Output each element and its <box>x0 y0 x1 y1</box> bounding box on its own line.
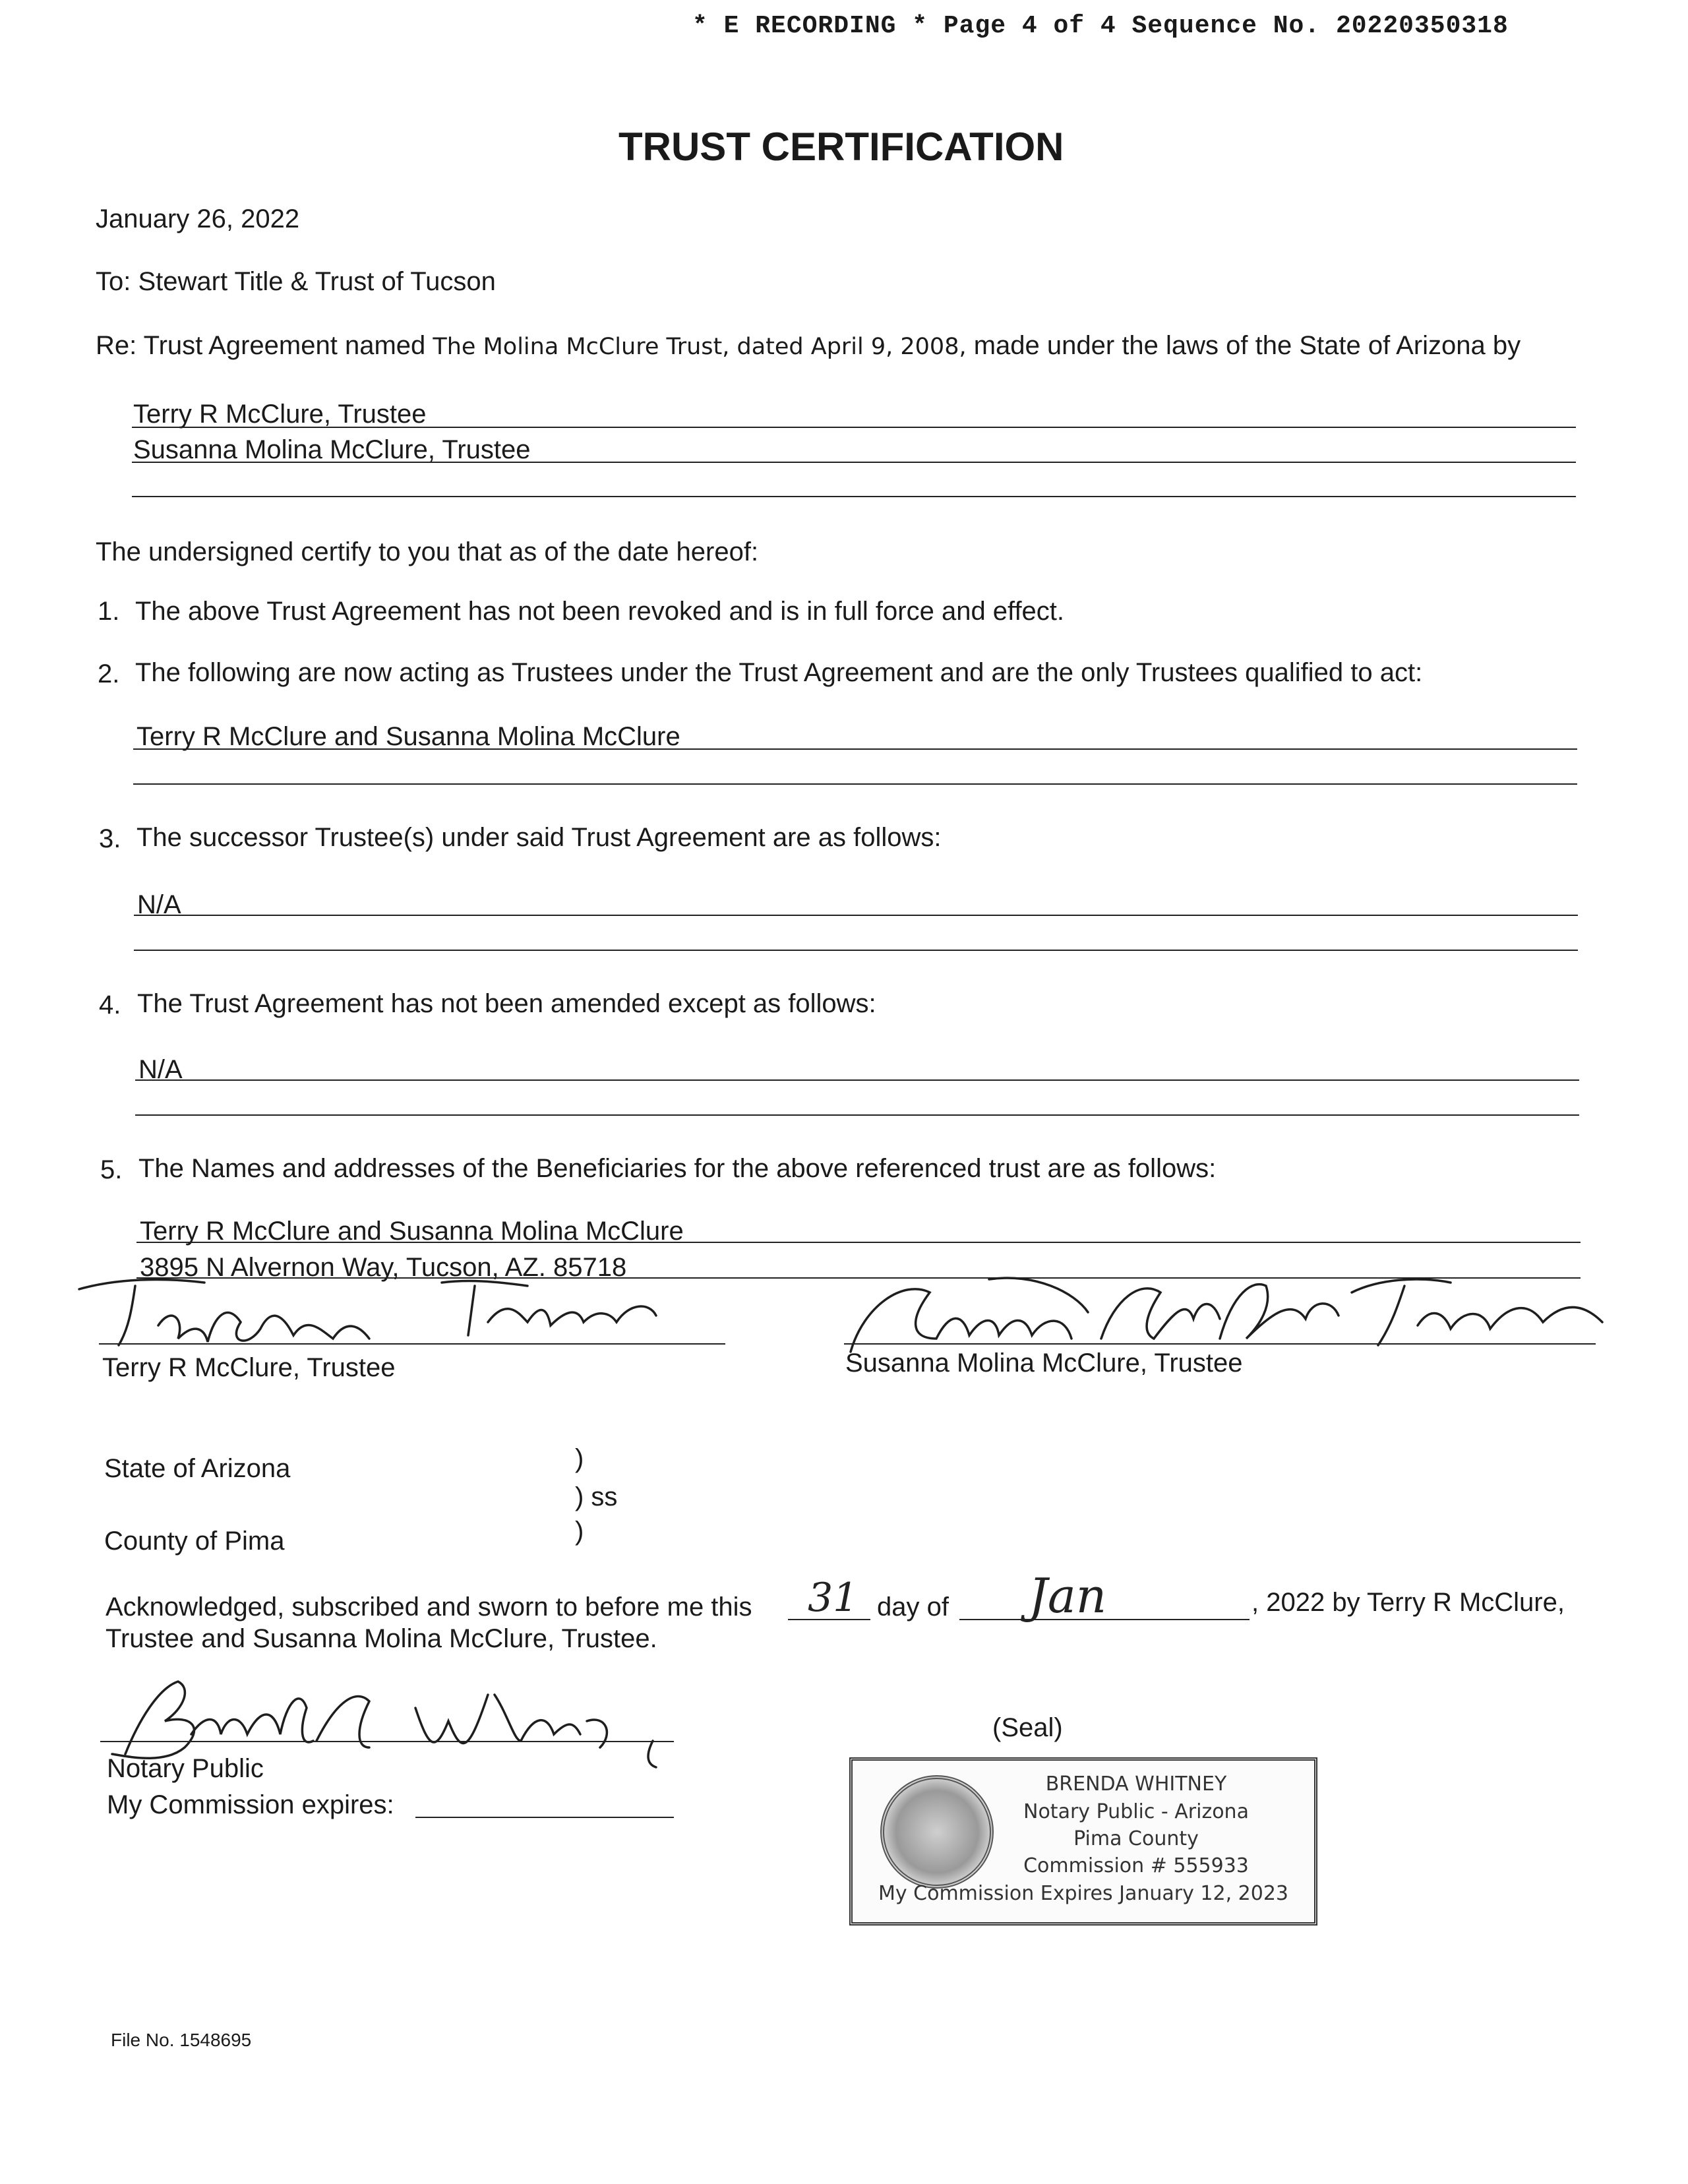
ack-day: 31 <box>808 1575 859 1621</box>
recipient-line: To: Stewart Title & Trust of Tucson <box>96 267 496 296</box>
ack-part-1: Acknowledged, subscribed and sworn to before me this <box>106 1592 752 1622</box>
seal-label: (Seal) <box>992 1713 1063 1742</box>
ack-month-underline <box>959 1619 1250 1620</box>
item-4-number: 4. <box>99 990 121 1019</box>
commission-expires-label: My Commission expires: <box>107 1790 394 1819</box>
file-number: File No. 1548695 <box>111 2030 252 2050</box>
re-line <box>96 331 1521 361</box>
terry-signature <box>73 1263 666 1355</box>
terry-signature-label: Terry R McClure, Trustee <box>102 1353 396 1382</box>
item-4-answer: N/A <box>138 1055 183 1084</box>
item-2-number: 2. <box>98 659 120 688</box>
item-1-number: 1. <box>98 597 120 626</box>
item-4-underline-1 <box>135 1079 1579 1081</box>
seal-county: Pima County <box>1073 1827 1199 1850</box>
venue-ss: ) ss <box>575 1482 618 1511</box>
ack-month: Jan <box>1029 1568 1107 1623</box>
susanna-signature-label: Susanna Molina McClure, Trustee <box>845 1349 1243 1378</box>
grantor-1: Terry R McClure, Trustee <box>133 400 427 429</box>
grantor-2-underline <box>132 462 1576 463</box>
certify-statement: The undersigned certify to you that as of the date hereof: <box>96 537 759 566</box>
seal-commission-number: Commission # 555933 <box>1023 1854 1249 1877</box>
trust-name: The Molina McClure Trust, dated April 9, 2008, <box>433 334 967 360</box>
item-1-text: The above Trust Agreement has not been revoked and is in full force and effect. <box>135 597 1065 626</box>
document-date: January 26, 2022 <box>96 204 300 233</box>
beneficiary-names: Terry R McClure and Susanna Molina McClure <box>140 1217 684 1246</box>
item-3-text: The successor Trustee(s) under said Trust Agreement are as follows: <box>136 823 942 852</box>
grantor-2: Susanna Molina McClure, Trustee <box>133 435 531 464</box>
item-5-number: 5. <box>100 1155 123 1184</box>
item-5-underline-1 <box>136 1242 1581 1243</box>
document-title: TRUST CERTIFICATION <box>618 125 1064 169</box>
re-prefix: Re: Trust Agreement named <box>96 331 433 360</box>
ack-part-3: , 2022 by Terry R McClure, <box>1251 1588 1565 1617</box>
grantor-3-underline <box>132 496 1576 497</box>
item-3-underline-2 <box>134 950 1578 951</box>
item-2-text: The following are now acting as Trustees under the Trust Agreement and are the only Trustees qualified to act: <box>135 658 1423 687</box>
state-seal-emblem <box>880 1775 994 1889</box>
notary-seal <box>849 1757 1317 1926</box>
seal-expiration: My Commission Expires January 12, 2023 <box>878 1882 1288 1905</box>
notary-signature-line <box>100 1741 674 1742</box>
item-2-underline-2 <box>133 783 1577 785</box>
item-3-number: 3. <box>99 824 121 853</box>
item-4-underline-2 <box>135 1114 1579 1116</box>
item-2-answer: Terry R McClure and Susanna Molina McClure <box>136 722 680 751</box>
ack-day-underline <box>788 1619 870 1620</box>
venue-paren-top: ) <box>575 1444 584 1473</box>
ack-part-2: day of <box>877 1592 949 1622</box>
notary-public-label: Notary Public <box>107 1754 264 1783</box>
beneficiary-address: 3895 N Alvernon Way, Tucson, AZ. 85718 <box>140 1253 627 1282</box>
venue-paren-bottom: ) <box>575 1517 584 1546</box>
venue-county: County of Pima <box>104 1527 285 1556</box>
terry-signature-line <box>99 1343 725 1345</box>
ack-line-2: Trustee and Susanna Molina McClure, Trustee. <box>106 1624 657 1653</box>
item-3-answer: N/A <box>137 890 181 919</box>
venue-state: State of Arizona <box>104 1454 291 1483</box>
item-5-text: The Names and addresses of the Beneficiaries for the above referenced trust are as follows: <box>138 1154 1217 1183</box>
seal-notary-title: Notary Public - Arizona <box>1023 1800 1249 1823</box>
item-4-text: The Trust Agreement has not been amended except as follows: <box>137 989 876 1018</box>
item-2-underline-1 <box>133 748 1577 750</box>
grantor-1-underline <box>132 427 1576 428</box>
recording-header: * E RECORDING * Page 4 of 4 Sequence No. 20220350318 <box>692 12 1509 40</box>
re-suffix: made under the laws of the State of Arizona by <box>966 331 1521 360</box>
commission-expires-line <box>415 1817 674 1818</box>
item-3-underline-1 <box>134 915 1578 916</box>
seal-notary-name: BRENDA WHITNEY <box>1045 1773 1227 1796</box>
susanna-signature-line <box>844 1343 1596 1345</box>
